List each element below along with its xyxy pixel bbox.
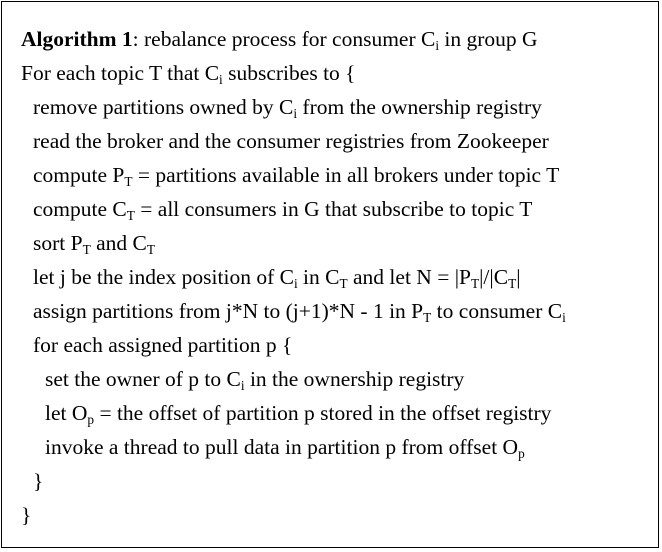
code-text: read the broker and the consumer registries from Zookeeper bbox=[33, 129, 549, 153]
algorithm-title bbox=[21, 29, 538, 51]
code-line bbox=[33, 131, 549, 153]
code-subscript: i bbox=[293, 275, 298, 291]
code-line bbox=[45, 369, 464, 391]
code-subscript: T bbox=[124, 173, 133, 189]
code-text: for each assigned partition p { bbox=[33, 333, 293, 357]
code-line bbox=[33, 233, 155, 255]
code-subscript: i bbox=[219, 71, 223, 87]
code-line bbox=[33, 471, 43, 493]
code-text: let j be the index position of C bbox=[33, 265, 294, 289]
code-subscript: T bbox=[126, 207, 135, 223]
code-line bbox=[33, 97, 542, 119]
code-subscript: T bbox=[470, 275, 480, 291]
code-text: subscribes to { bbox=[222, 61, 356, 85]
algorithm-label: Algorithm 1 bbox=[21, 27, 133, 51]
code-text: and C bbox=[90, 231, 147, 255]
code-text: in C bbox=[297, 265, 340, 289]
code-subscript: p bbox=[518, 445, 525, 461]
code-text: For each topic T that C bbox=[21, 61, 220, 85]
code-text: let O bbox=[45, 401, 88, 425]
algorithm-box bbox=[1, 1, 659, 548]
algorithm-title-tail: in group G bbox=[439, 27, 538, 51]
code-text: sort P bbox=[33, 231, 83, 255]
code-text: invoke a thread to pull data in partition p from offset O bbox=[45, 435, 519, 459]
code-subscript: T bbox=[146, 241, 156, 257]
code-subscript: T bbox=[339, 275, 348, 291]
code-text: set the owner of p to C bbox=[45, 367, 241, 391]
code-text: } bbox=[21, 503, 32, 527]
code-text: in the ownership registry bbox=[244, 367, 465, 391]
code-subscript: i bbox=[293, 105, 298, 121]
code-line bbox=[33, 267, 521, 289]
code-text: from the ownership registry bbox=[297, 95, 542, 119]
code-text: compute C bbox=[33, 197, 127, 221]
code-subscript: i bbox=[240, 377, 245, 393]
code-line bbox=[33, 199, 532, 221]
code-text: compute P bbox=[33, 163, 125, 187]
code-text: = partitions available in all brokers under topic T bbox=[132, 163, 560, 187]
code-text: remove partitions owned by C bbox=[33, 95, 294, 119]
code-text: and let N = |P bbox=[347, 265, 471, 289]
code-text: = the offset of partition p stored in the offset registry bbox=[94, 401, 552, 425]
code-text: = all consumers in G that subscribe to topic T bbox=[134, 197, 533, 221]
code-subscript: i bbox=[562, 309, 566, 325]
algorithm-title-subscript: i bbox=[435, 37, 440, 53]
code-line bbox=[45, 403, 551, 425]
code-subscript: p bbox=[87, 411, 95, 427]
code-line bbox=[21, 505, 31, 527]
code-line bbox=[45, 437, 525, 459]
code-subscript: T bbox=[423, 309, 432, 325]
code-text: to consumer C bbox=[431, 299, 563, 323]
code-line bbox=[33, 335, 292, 357]
code-text: assign partitions from j*N to (j+1)*N - 1 in P bbox=[33, 299, 424, 323]
code-text: |/|C bbox=[479, 265, 509, 289]
code-text: | bbox=[516, 265, 521, 289]
code-line bbox=[33, 165, 559, 187]
code-text: } bbox=[33, 469, 44, 493]
code-subscript: T bbox=[82, 241, 91, 257]
code-line bbox=[21, 63, 356, 85]
code-subscript: T bbox=[508, 275, 517, 291]
code-line bbox=[33, 301, 566, 323]
algorithm-title-text: : rebalance process for consumer C bbox=[132, 27, 436, 51]
